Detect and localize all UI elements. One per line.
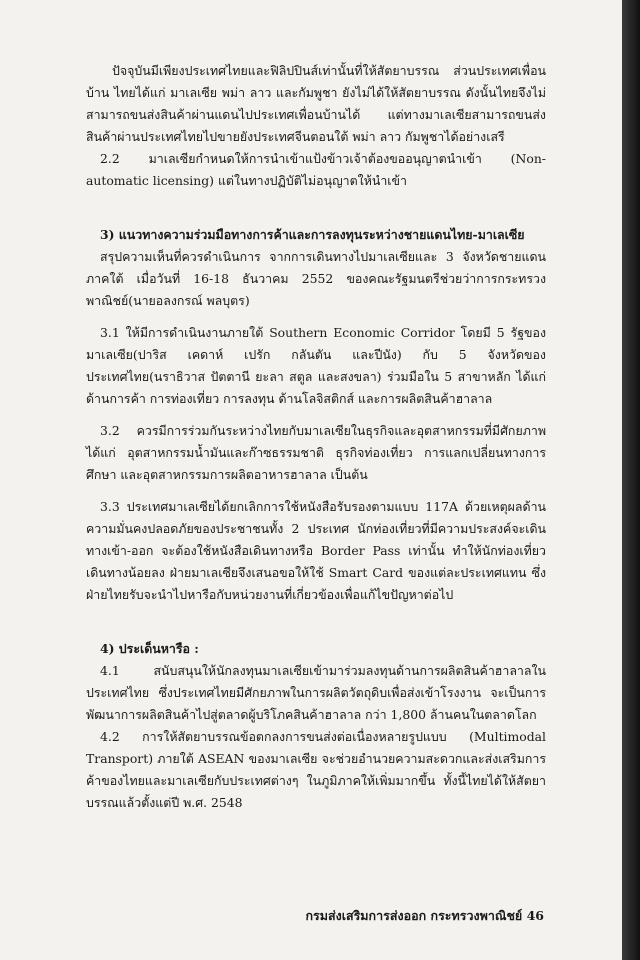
paragraph-3-3: 3.3 ประเทศมาเลเซียได้ยกเลิกการใช้หนังสือรับรองตามแบบ 117A ด้วยเหตุผลด้านความมั่นคงปลอดภัยของประชาชนทั้ง 2 ประเทศ นักท่องเที่ยวที่มีความประสงค์จะเดินทางเข้า-ออก จะต้องใช้หนังสือเดินทางหรือ Border Pass เท่านั้น ทำให้นักท่องเที่ยวเดินทางน้อยลง ฝ่ายมาเลเซียจึงเสนอขอให้ใช้ Smart Card ของแต่ละประเทศแทน ซึ่งฝ่ายไทยรับจะนำไปหารือกับหน่วยงานที่เกี่ยวข้องเพื่อแก้ไขปัญหาต่อไป [86, 499, 546, 602]
paragraph-summary: สรุปความเห็นที่ควรดำเนินการ จากการเดินทางไปมาเลเซียและ 3 จังหวัดชายแดนภาคใต้ เมื่อวันที่ 16-18 ธันวาคม 2552 ของคณะรัฐมนตรีช่วยว่าการกระทรวงพาณิชย์(นายอลงกรณ์ พลบุตร) [86, 249, 546, 308]
section-heading-4: 4) ประเด็นหารือ : [100, 641, 199, 656]
paragraph-3-1: 3.1 ให้มีการดำเนินงานภายใต้ Southern Economic Corridor โดยมี 5 รัฐของมาเลเซีย(ปาริส เคดาห์ เปรัก กลันตัน และปีนัง) กับ 5 จังหวัดของประเทศไทย(นราธิวาส ปัตตานี ยะลา สตูล และสงขลา) ร่วมมือใน 5 สาขาหลัก ได้แก่ ด้านการค้า การท่องเที่ยว การลงทุน ด้านโลจิสติกส์ และการผลิตสินค้าฮาลาล [86, 325, 546, 406]
body-text [86, 60, 546, 814]
paragraph-intro: ปัจจุบันมีเพียงประเทศไทยและฟิลิปปินส์เท่านั้นที่ให้สัตยาบรรณ ส่วนประเทศเพื่อนบ้าน ไทยได้แก่ มาเลเซีย พม่า ลาว และกัมพูชา ยังไม่ได้ให้สัตยาบรรณ ดังนั้นไทยจึงไม่สามารถขนส่งสินค้าผ่านแดนไปประเทศเพื่อนบ้านได้ แต่ทางมาเลเซียสามารถขนส่งสินค้าผ่านประเทศไทยไปขายยังประเทศจีนตอนใต้ พม่า ลาว กัมพูชาได้อย่างเสรี [86, 63, 546, 144]
paragraph-2-2: 2.2 มาเลเซียกำหนดให้การนำเข้าแป้งข้าวเจ้าต้องขออนุญาตนำเข้า (Non-automatic licensing) แต่ในทางปฏิบัติไม่อนุญาตให้นำเข้า [86, 151, 546, 188]
paragraph-3-2: 3.2 ควรมีการร่วมกันระหว่างไทยกับมาเลเซียในธุรกิจและอุตสาหกรรมที่มีศักยภาพ ได้แก่ อุตสาหกรรมน้ำมันและก๊าซธรรมชาติ ธุรกิจท่องเที่ยว การแลกเปลี่ยนทางการศึกษา และอุตสาหกรรมการผลิตอาหารฮาลาล เป็นต้น [86, 423, 546, 482]
section-heading-3: 3) แนวทางความร่วมมือทางการค้าและการลงทุนระหว่างชายแดนไทย-มาเลเซีย [100, 227, 525, 242]
paragraph-4-1: 4.1 สนับสนุนให้นักลงทุนมาเลเซียเข้ามาร่วมลงทุนด้านการผลิตสินค้าฮาลาลในประเทศไทย ซึ่งประเทศไทยมีศักยภาพในการผลิตวัตถุดิบเพื่อส่งเข้าโรงงาน จะเป็นการพัฒนาการผลิตสินค้าไปสู่ตลาดผู้บริโภคสินค้าฮาลาล กว่า 1,800 ล้านคนในตลาดโลก [86, 663, 546, 722]
page-edge-shadow [622, 0, 640, 960]
page-footer: กรมส่งเสริมการส่งออก กระทรวงพาณิชย์ 46 [305, 908, 544, 923]
paragraph-4-2: 4.2 การให้สัตยาบรรณข้อตกลงการขนส่งต่อเนื่องหลายรูปแบบ (Multimodal Transport) ภายใต้ ASEAN ของมาเลเซีย จะช่วยอำนวยความสะดวกและส่งเสริมการค้าของไทยและมาเลเซียกับประเทศต่างๆ ในภูมิภาคให้เพิ่มมากขึ้น ทั้งนี้ไทยได้ให้สัตยาบรรณแล้วตั้งแต่ปี พ.ศ. 2548 [86, 729, 546, 810]
